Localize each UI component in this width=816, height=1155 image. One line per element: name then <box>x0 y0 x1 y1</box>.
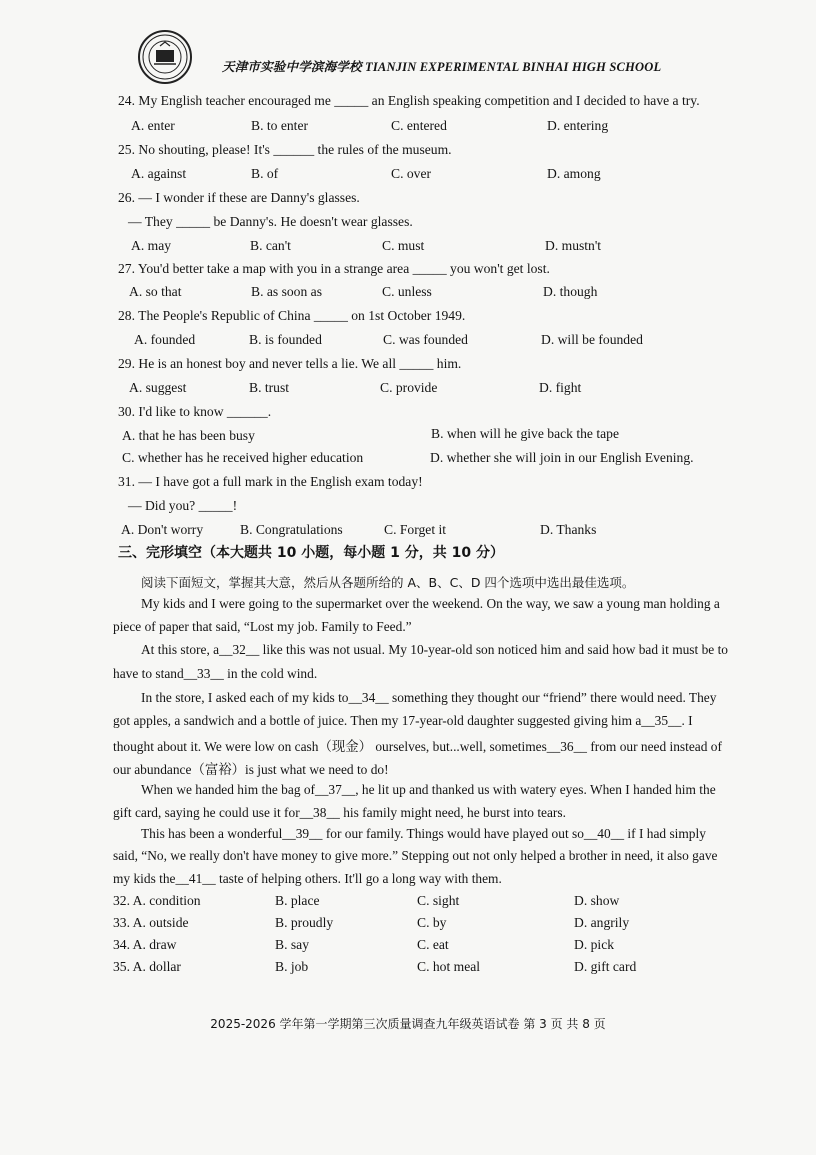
question-29-stem: 29. He is an honest boy and never tells a lie. We all _____ him. <box>118 356 462 371</box>
q32-option-c: C. sight <box>417 893 460 908</box>
q35-option-c: C. hot meal <box>417 959 481 974</box>
q33-option-a: 33. A. outside <box>113 915 189 930</box>
q27-option-a: A. so that <box>129 284 182 299</box>
page-footer: 2025-2026 学年第一学期第三次质量调查九年级英语试卷 第 3 页 共 8 页 <box>210 1017 606 1031</box>
q30-option-d: D. whether she will join in our English Evening. <box>430 450 694 465</box>
q32-option-b: B. place <box>275 893 320 908</box>
q35-option-d: D. gift card <box>574 959 637 974</box>
q33-option-c: C. by <box>417 915 447 930</box>
q24-option-a: A. enter <box>131 118 175 133</box>
passage-line: my kids the__41__ taste of helping others. It'll go a long way with them. <box>113 871 502 886</box>
passage-line: In the store, I asked each of my kids to__34__ something they thought our “friend” there would need. They <box>141 690 717 705</box>
question-26-stem: 26. — I wonder if these are Danny's glasses. <box>118 190 360 205</box>
question-28-stem: 28. The People's Republic of China _____ on 1st October 1949. <box>118 308 466 323</box>
q29-option-b: B. trust <box>249 380 290 395</box>
question-25-stem: 25. No shouting, please! It's ______ the rules of the museum. <box>118 142 452 157</box>
q25-option-a: A. against <box>131 166 187 181</box>
q25-option-d: D. among <box>547 166 601 181</box>
passage-line: piece of paper that said, “Lost my job. Family to Feed.” <box>113 619 412 634</box>
q24-option-b: B. to enter <box>251 118 309 133</box>
passage-line: This has been a wonderful__39__ for our family. Things would have played out so__40__ if I had simply <box>141 826 706 841</box>
q28-option-b: B. is founded <box>249 332 322 347</box>
q28-option-d: D. will be founded <box>541 332 643 347</box>
q31-option-b: B. Congratulations <box>240 522 343 537</box>
q34-option-a: 34. A. draw <box>113 937 177 952</box>
q30-option-a: A. that he has been busy <box>122 428 255 443</box>
passage-line: thought about it. We were low on cash（现金） ourselves, but...well, sometimes__36__ from our need instead of <box>113 739 722 754</box>
passage-line: At this store, a__32__ like this was not usual. My 10-year-old son noticed him and said how bad it must be to <box>141 642 728 657</box>
q29-option-d: D. fight <box>539 380 582 395</box>
section-3-instruction: 阅读下面短文，掌握其大意，然后从各题所给的 A、B、C、D 四个选项中选出最佳选项。 <box>141 575 635 590</box>
q35-option-b: B. job <box>275 959 309 974</box>
q27-option-d: D. though <box>543 284 598 299</box>
q25-option-c: C. over <box>391 166 432 181</box>
question-30-stem: 30. I'd like to know ______. <box>118 404 272 419</box>
q26-option-b: B. can't <box>250 238 291 253</box>
school-header: 天津市实验中学滨海学校 TIANJIN EXPERIMENTAL BINHAI HIGH SCHOOL <box>222 60 662 74</box>
q32-option-a: 32. A. condition <box>113 893 201 908</box>
school-logo <box>138 30 192 84</box>
q33-option-d: D. angrily <box>574 915 630 930</box>
q30-option-b: B. when will he give back the tape <box>431 426 619 441</box>
q28-option-a: A. founded <box>134 332 196 347</box>
passage-line: have to stand__33__ in the cold wind. <box>113 666 318 681</box>
q27-option-c: C. unless <box>382 284 432 299</box>
passage-line: said, “No, we really don't have money to give more.” Stepping out not only helped a brother in need, it also gave <box>113 848 718 863</box>
question-31-reply: — Did you? _____! <box>128 498 238 513</box>
q32-option-d: D. show <box>574 893 620 908</box>
question-26-reply: — They _____ be Danny's. He doesn't wear glasses. <box>128 214 413 229</box>
q34-option-d: D. pick <box>574 937 615 952</box>
q30-option-c: C. whether has he received higher education <box>122 450 364 465</box>
q26-option-d: D. mustn't <box>545 238 602 253</box>
passage-line: got apples, a sandwich and a bottle of juice. Then my 17-year-old daughter suggested giving him a__35__. I <box>113 713 693 728</box>
q35-option-a: 35. A. dollar <box>113 959 181 974</box>
q24-option-c: C. entered <box>391 118 447 133</box>
q34-option-b: B. say <box>275 937 309 952</box>
q29-option-c: C. provide <box>380 380 438 395</box>
q31-option-c: C. Forget it <box>384 522 447 537</box>
q34-option-c: C. eat <box>417 937 449 952</box>
passage-line: our abundance（富裕）is just what we need to do! <box>113 762 389 777</box>
question-24-stem: 24. My English teacher encouraged me _____ an English speaking competition and I decided to have a try. <box>118 93 700 108</box>
q26-option-c: C. must <box>382 238 425 253</box>
q27-option-b: B. as soon as <box>251 284 322 299</box>
passage-line: When we handed him the bag of__37__, he lit up and thanked us with watery eyes. When I handed him the <box>141 782 716 797</box>
q31-option-a: A. Don't worry <box>121 522 204 537</box>
q25-option-b: B. of <box>251 166 279 181</box>
question-31-stem: 31. — I have got a full mark in the English exam today! <box>118 474 423 489</box>
q28-option-c: C. was founded <box>383 332 468 347</box>
school-seal-icon <box>140 32 190 82</box>
q31-option-d: D. Thanks <box>540 522 597 537</box>
passage-line: gift card, saying he could use it for__38__ his family might need, he burst into tears. <box>113 805 566 820</box>
q26-option-a: A. may <box>131 238 172 253</box>
section-3-title: 三、完形填空（本大题共 10 小题，每小题 1 分，共 10 分） <box>118 545 504 561</box>
question-27-stem: 27. You'd better take a map with you in a strange area _____ you won't get lost. <box>118 261 550 276</box>
q33-option-b: B. proudly <box>275 915 334 930</box>
q24-option-d: D. entering <box>547 118 609 133</box>
passage-line: My kids and I were going to the supermarket over the weekend. On the way, we saw a young man holding a <box>141 596 720 611</box>
q29-option-a: A. suggest <box>129 380 187 395</box>
